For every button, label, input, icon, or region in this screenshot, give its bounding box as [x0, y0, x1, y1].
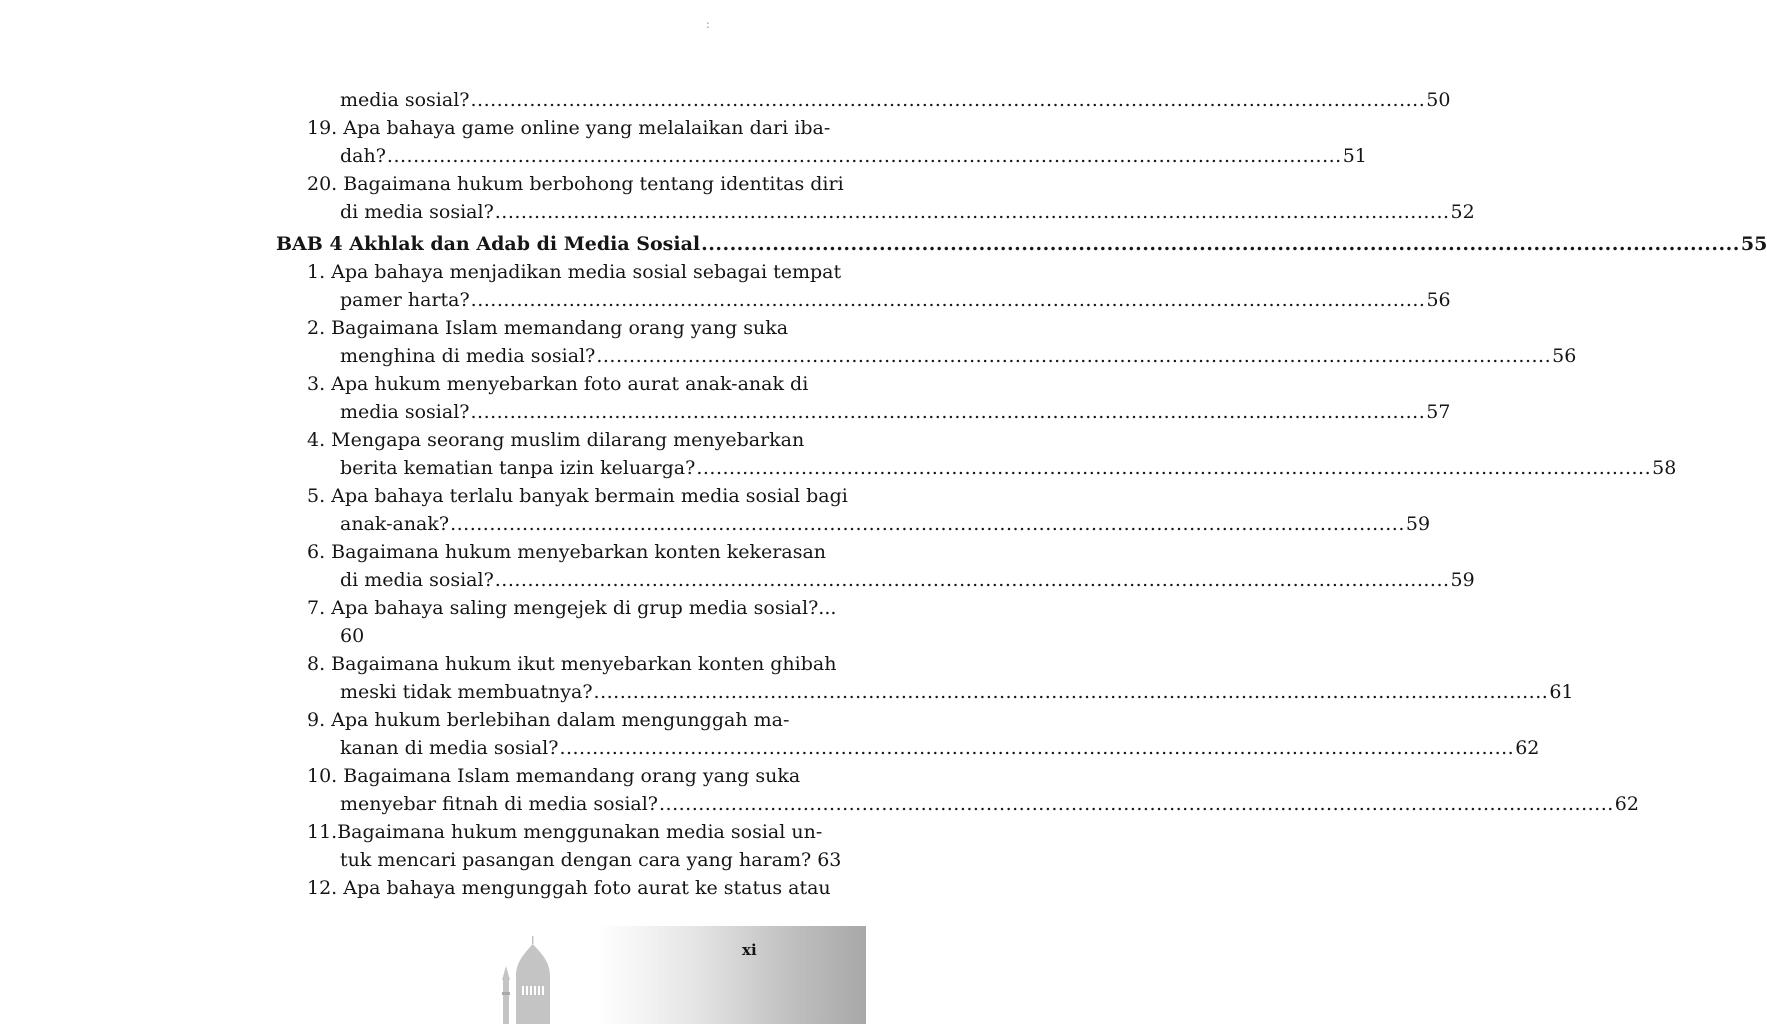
toc-entry: tuk mencari pasangan dengan cara yang haram? 63: [340, 849, 842, 871]
toc-entry: 3. Apa hukum menyebarkan foto aurat anak-anak di: [307, 373, 809, 395]
entry-page-number: 56: [1552, 345, 1577, 367]
dot-leader: ..................................................................................................................................................: [696, 457, 1652, 479]
toc-entry: [340, 678, 1574, 706]
toc-entry: 19. Apa bahaya game online yang melalaikan dari iba-: [307, 117, 831, 139]
mosque-icon: [500, 936, 560, 1024]
entry-page-number: 52: [1450, 201, 1475, 223]
page-number: xi: [742, 941, 757, 959]
toc-entry: [340, 86, 1451, 114]
dot-leader: ..................................................................................................................................................: [701, 233, 1740, 255]
dot-leader: ..................................................................................................................................................: [470, 401, 1426, 423]
toc-entry: [340, 510, 1431, 538]
dot-leader: ..................................................................................................................................................: [559, 737, 1515, 759]
dot-leader: ..................................................................................................................................................: [659, 793, 1614, 815]
entry-page-number: 57: [1426, 401, 1451, 423]
toc-entry: [340, 790, 1639, 818]
toc-entry: [340, 734, 1540, 762]
toc-entry: [340, 398, 1451, 426]
entry-title: kanan di media sosial?: [340, 737, 559, 759]
toc-entry: [340, 286, 1451, 314]
corner-mark: :: [706, 18, 710, 31]
toc-entry: 6. Bagaimana hukum menyebarkan konten kekerasan: [307, 541, 827, 563]
dot-leader: ..................................................................................................................................................: [494, 201, 1450, 223]
toc-entry: 5. Apa bahaya terlalu banyak bermain media sosial bagi: [307, 485, 848, 507]
entry-title: dah?: [340, 145, 386, 167]
dot-leader: ..................................................................................................................................................: [470, 89, 1426, 111]
chapter-heading: [276, 230, 1767, 258]
dot-leader: ..................................................................................................................................................: [494, 569, 1450, 591]
toc-entry: 2. Bagaimana Islam memandang orang yang suka: [307, 317, 789, 339]
entry-title: menghina di media sosial?: [340, 345, 596, 367]
entry-page-number: 61: [1549, 681, 1574, 703]
entry-page-number: 59: [1405, 513, 1431, 535]
entry-page-number: 51: [1342, 145, 1367, 167]
entry-title: menyebar fitnah di media sosial?: [340, 793, 658, 815]
toc-entry: [340, 142, 1367, 170]
toc-entry: 10. Bagaimana Islam memandang orang yang suka: [307, 765, 801, 787]
toc-entry: 1. Apa bahaya menjadikan media sosial sebagai tempat: [307, 261, 842, 283]
entry-title: di media sosial?: [340, 201, 494, 223]
entry-page-number: 50: [1426, 89, 1451, 111]
toc-entry: 8. Bagaimana hukum ikut menyebarkan konten ghibah: [307, 653, 837, 675]
toc-entry-page-number: 60: [340, 625, 365, 647]
entry-page-number: 59: [1450, 569, 1475, 591]
dot-leader: ..................................................................................................................................................: [596, 345, 1552, 367]
dot-leader: ..................................................................................................................................................: [386, 145, 1342, 167]
entry-page-number: 62: [1515, 737, 1540, 759]
entry-title: pamer harta?: [340, 289, 470, 311]
entry-title: media sosial?: [340, 89, 470, 111]
dot-leader: ..................................................................................................................................................: [450, 513, 1405, 535]
toc-entry: [340, 454, 1677, 482]
entry-page-number: 58: [1652, 457, 1677, 479]
toc-entry: 20. Bagaimana hukum berbohong tentang identitas diri: [307, 173, 844, 195]
toc-entry: 9. Apa hukum berlebihan dalam mengunggah ma-: [307, 709, 790, 731]
dot-leader: ..................................................................................................................................................: [593, 681, 1549, 703]
toc-entry: 12. Apa bahaya mengunggah foto aurat ke status atau: [307, 877, 831, 899]
dot-leader: ..................................................................................................................................................: [470, 289, 1426, 311]
entry-title: di media sosial?: [340, 569, 494, 591]
toc-entry: 11.Bagaimana hukum menggunakan media sosial un-: [307, 821, 823, 843]
entry-title: berita kematian tanpa izin keluarga?: [340, 457, 696, 479]
toc-entry: [340, 342, 1577, 370]
toc-entry: [340, 198, 1475, 226]
entry-title: meski tidak membuatnya?: [340, 681, 593, 703]
entry-page-number: 62: [1614, 793, 1639, 815]
chapter-title: BAB 4 Akhlak dan Adab di Media Sosial: [276, 233, 701, 255]
toc-entry: 7. Apa bahaya saling mengejek di grup media sosial?...: [307, 597, 837, 619]
footer-gradient-band: [598, 926, 866, 1024]
entry-page-number: 56: [1426, 289, 1451, 311]
toc-entry: [340, 566, 1475, 594]
toc-entry: 4. Mengapa seorang muslim dilarang menyebarkan: [307, 429, 805, 451]
entry-title: media sosial?: [340, 401, 470, 423]
chapter-page-number: 55: [1740, 233, 1767, 255]
entry-title: anak-anak?: [340, 513, 450, 535]
